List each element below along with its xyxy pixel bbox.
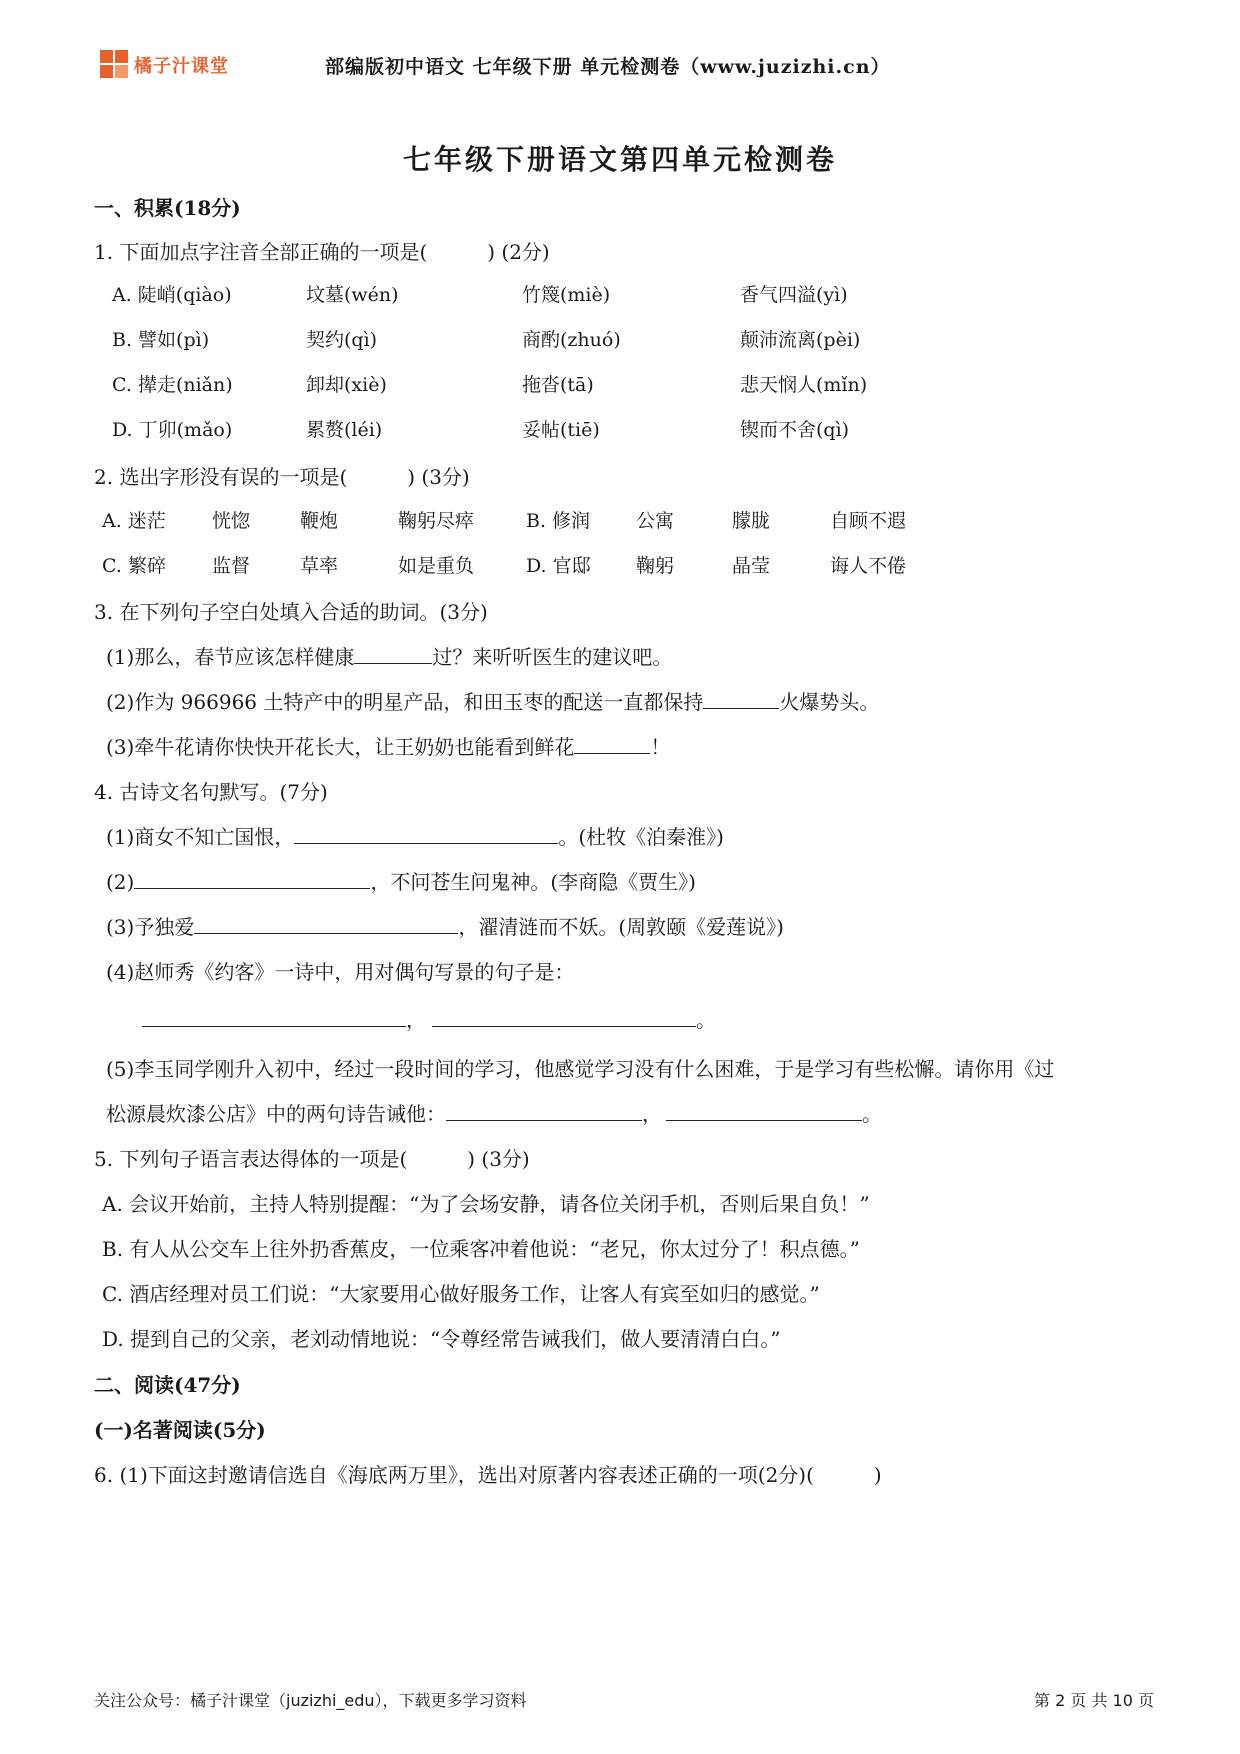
answer-blank[interactable]	[703, 688, 779, 709]
option-cell: 晶莹	[732, 555, 771, 577]
page-number: 第 2 页 共 10 页	[1034, 1691, 1154, 1710]
q5-option-a: A. 会议开始前，主持人特别提醒：“为了会场安静，请各位关闭手机，否则后果自负！”	[102, 1192, 870, 1216]
answer-blank[interactable]	[354, 643, 432, 664]
logo-text: 橘子汁课堂	[134, 56, 229, 77]
answer-blank[interactable]	[142, 1006, 406, 1027]
question-6: 6. (1)下面这封邀请信选自《海底两万里》，选出对原著内容表述正确的一项(2分)( )	[94, 1463, 882, 1487]
subsection-heading: (一)名著阅读(5分)	[94, 1418, 266, 1442]
option-cell: 卸却(xiè)	[306, 374, 387, 396]
option-cell: C. 撵走(niǎn)	[112, 374, 233, 396]
brand-logo	[100, 50, 229, 80]
q4-item-2: (2) ，不问苍生问鬼神。(李商隐《贾生》)	[106, 870, 696, 894]
section-heading: 二、阅读(47分)	[94, 1373, 241, 1397]
logo-icon	[100, 50, 130, 80]
option-cell: 悲天悯人(mǐn)	[740, 374, 868, 396]
q4-item-3: (3)予独爱 ，濯清涟而不妖。(周敦颐《爱莲说》)	[106, 915, 784, 939]
answer-blank[interactable]	[446, 1100, 642, 1121]
option-cell: B. 譬如(pì)	[112, 329, 210, 351]
option-cell: 坟墓(wén)	[306, 284, 399, 306]
q3-sentence-3: (3)牵牛花请你快快开花长大，让王奶奶也能看到鲜花 ！	[106, 735, 671, 759]
option-cell: 拖沓(tā)	[522, 374, 594, 396]
question-5: 5. 下列句子语言表达得体的一项是( ) (3分)	[94, 1147, 530, 1171]
q3-sentence-2: (2)作为 966966 土特产中的明星产品，和田玉枣的配送一直都保持 火爆势头。	[106, 690, 880, 714]
q5-option-d: D. 提到自己的父亲，老刘动情地说：“令尊经常告诫我们，做人要清清白白。”	[102, 1327, 781, 1351]
option-cell: 诲人不倦	[830, 555, 907, 577]
option-cell: 颠沛流离(pèi)	[740, 329, 861, 351]
option-cell: D. 丁卯(mǎo)	[112, 419, 233, 441]
option-cell: 鞭炮	[300, 510, 339, 532]
q4-item-5: (5)李玉同学刚升入初中，经过一段时间的学习，他感觉学习没有什么困难，于是学习有些松懈。请你用《过	[106, 1057, 1055, 1081]
option-cell: 契约(qì)	[306, 329, 378, 351]
answer-blank[interactable]	[134, 868, 370, 889]
option-cell: B. 修润	[526, 510, 591, 532]
option-cell: 竹篾(miè)	[522, 284, 611, 306]
option-cell: 恍惚	[212, 510, 251, 532]
section-heading: 一、积累(18分)	[94, 196, 241, 220]
q4-item-1: (1)商女不知亡国恨， 。(杜牧《泊秦淮》)	[106, 825, 724, 849]
q5-option-b: B. 有人从公交车上往外扔香蕉皮，一位乘客冲着他说：“老兄，你太过分了！积点德。”	[102, 1237, 860, 1261]
answer-blank[interactable]	[432, 1006, 696, 1027]
header-title: 部编版初中语文 七年级下册 单元检测卷（www.juzizhi.cn）	[325, 56, 891, 78]
option-cell: 香气四溢(yì)	[740, 284, 848, 306]
option-cell: 累赘(léi)	[306, 419, 383, 441]
option-cell: A. 陡峭(qiào)	[112, 284, 232, 306]
option-cell: 监督	[212, 555, 251, 577]
option-cell: 朦胧	[732, 510, 771, 532]
option-cell: D. 官邸	[526, 555, 591, 577]
q3-sentence-1: (1)那么，春节应该怎样健康 过？来听听医生的建议吧。	[106, 645, 673, 669]
question-4: 4. 古诗文名句默写。(7分)	[94, 780, 328, 804]
q4-item-4: (4)赵师秀《约客》一诗中，用对偶句写景的句子是：	[106, 960, 575, 984]
option-cell: 鞠躬	[636, 555, 675, 577]
option-cell: A. 迷茫	[102, 510, 166, 532]
q4-item-5-cont: 松源晨炊漆公店》中的两句诗告诫他： ， 。	[106, 1102, 882, 1126]
option-cell: 公寓	[636, 510, 675, 532]
footer-note: 关注公众号：橘子汁课堂（juzizhi_edu），下载更多学习资料	[94, 1691, 527, 1710]
option-cell: 妥帖(tiē)	[522, 419, 600, 441]
page-header	[0, 40, 1240, 88]
option-cell: 鞠躬尽瘁	[398, 510, 475, 532]
q5-option-c: C. 酒店经理对员工们说：“大家要用心做好服务工作，让客人有宾至如归的感觉。”	[102, 1282, 820, 1306]
answer-blank[interactable]	[574, 733, 650, 754]
question-3: 3. 在下列句子空白处填入合适的助词。(3分)	[94, 600, 488, 624]
answer-blank[interactable]	[666, 1100, 862, 1121]
option-cell: 如是重负	[398, 555, 475, 577]
option-cell: C. 繁碎	[102, 555, 166, 577]
document-title: 七年级下册语文第四单元检测卷	[402, 143, 837, 176]
option-cell: 自顾不遐	[830, 510, 907, 532]
option-cell: 锲而不舍(qì)	[740, 419, 850, 441]
question-2: 2. 选出字形没有误的一项是( ) (3分)	[94, 465, 470, 489]
q4-item-4-answer: ， 。	[142, 1004, 716, 1033]
answer-blank[interactable]	[194, 913, 458, 934]
answer-blank[interactable]	[294, 823, 558, 844]
option-cell: 商酌(zhuó)	[522, 329, 621, 351]
option-cell: 草率	[300, 555, 339, 577]
question-1: 1. 下面加点字注音全部正确的一项是( ) (2分)	[94, 240, 550, 264]
